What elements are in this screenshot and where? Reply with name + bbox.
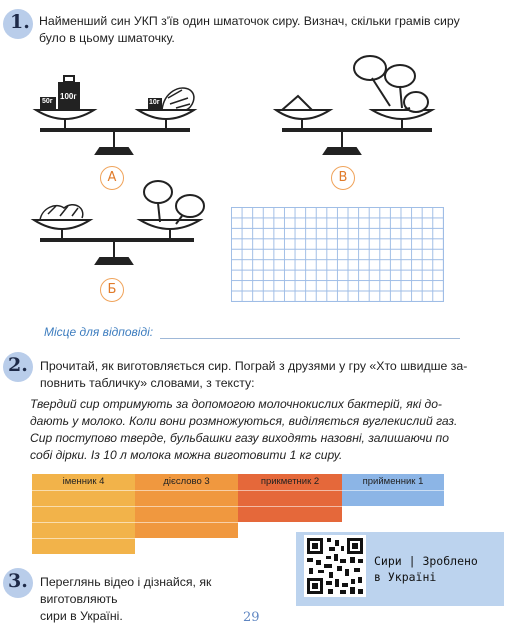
scale-label-b: Б bbox=[100, 278, 124, 302]
table-column-noun[interactable] bbox=[32, 474, 135, 554]
task2-text-line1: Прочитай, як виготовляється сир. Пограй з друзями у гру «Хто швидше за- bbox=[40, 359, 468, 373]
answer-grid[interactable] bbox=[231, 207, 444, 302]
scale-b-illustration bbox=[30, 178, 220, 278]
task2-text bbox=[40, 358, 495, 392]
table-header-adjective: прикметник 2 bbox=[260, 476, 320, 487]
table-header-verb: дієслово 3 bbox=[163, 476, 210, 487]
task1-number: 1. bbox=[10, 11, 30, 33]
scale-label-a: А bbox=[100, 166, 124, 190]
weight-50g-label: 50г bbox=[42, 98, 53, 105]
task3-number: 3. bbox=[8, 570, 28, 592]
weight-10g-label: 10г bbox=[149, 99, 160, 106]
task2-paragraph-line3: Сир поступово тверде, бульбашки газу виходять назовні, залишаючи по bbox=[30, 431, 449, 445]
scale-label-v: В bbox=[331, 166, 355, 190]
task3-text-line2: сири в Україні. bbox=[40, 609, 123, 623]
task2-paragraph-line1: Твердий сир отримують за допомогою молочнокислих бактерій, які до- bbox=[30, 397, 442, 411]
table-header-preposition: прийменник 1 bbox=[362, 476, 424, 487]
cheese-icon bbox=[282, 96, 312, 110]
qr-code-icon[interactable] bbox=[304, 535, 366, 597]
task2-paragraph-line2: дають у молоко. Коли вони розмножуються, виділяється вуглекислий газ. bbox=[30, 414, 458, 428]
task2-text-line2: повнить табличку» словами, з тексту: bbox=[40, 376, 255, 390]
table-header-noun: іменник 4 bbox=[62, 476, 105, 487]
answer-label: Місце для відповіді: bbox=[44, 325, 154, 339]
qr-title[interactable] bbox=[374, 553, 478, 585]
task2-number: 2. bbox=[8, 354, 28, 376]
task1-text-line2: було в цьому шматочку. bbox=[39, 31, 175, 45]
table-column-adjective[interactable] bbox=[238, 474, 342, 522]
meat-icon bbox=[144, 181, 204, 224]
table-column-verb[interactable] bbox=[135, 474, 238, 538]
answer-line[interactable] bbox=[160, 338, 460, 339]
task1-text bbox=[39, 13, 494, 47]
meat-icon bbox=[354, 56, 428, 112]
qr-code-graphic bbox=[304, 535, 366, 597]
task1-text-line1: Найменший син УКП з'їв один шматочок сиру. Визнач, скільки грамів сиру bbox=[39, 14, 460, 28]
qr-title-line1: Сири | Зроблено bbox=[374, 554, 478, 568]
scale-a-illustration bbox=[30, 68, 205, 168]
weight-100g-label: 100г bbox=[60, 92, 77, 101]
herbs-icon bbox=[40, 205, 83, 220]
task2-paragraph bbox=[30, 396, 495, 464]
task3-text-line1: Переглянь відео і дізнайся, як виготовляють bbox=[40, 575, 212, 606]
table-column-preposition[interactable] bbox=[342, 474, 444, 506]
scale-v-illustration bbox=[272, 52, 452, 168]
task2-paragraph-line4: собі дірки. Із 10 л молока можна виготовити 1 кг сиру. bbox=[30, 448, 343, 462]
herbs-icon bbox=[162, 88, 194, 110]
page-number: 29 bbox=[243, 610, 260, 625]
qr-title-line2: в Україні bbox=[374, 570, 437, 584]
